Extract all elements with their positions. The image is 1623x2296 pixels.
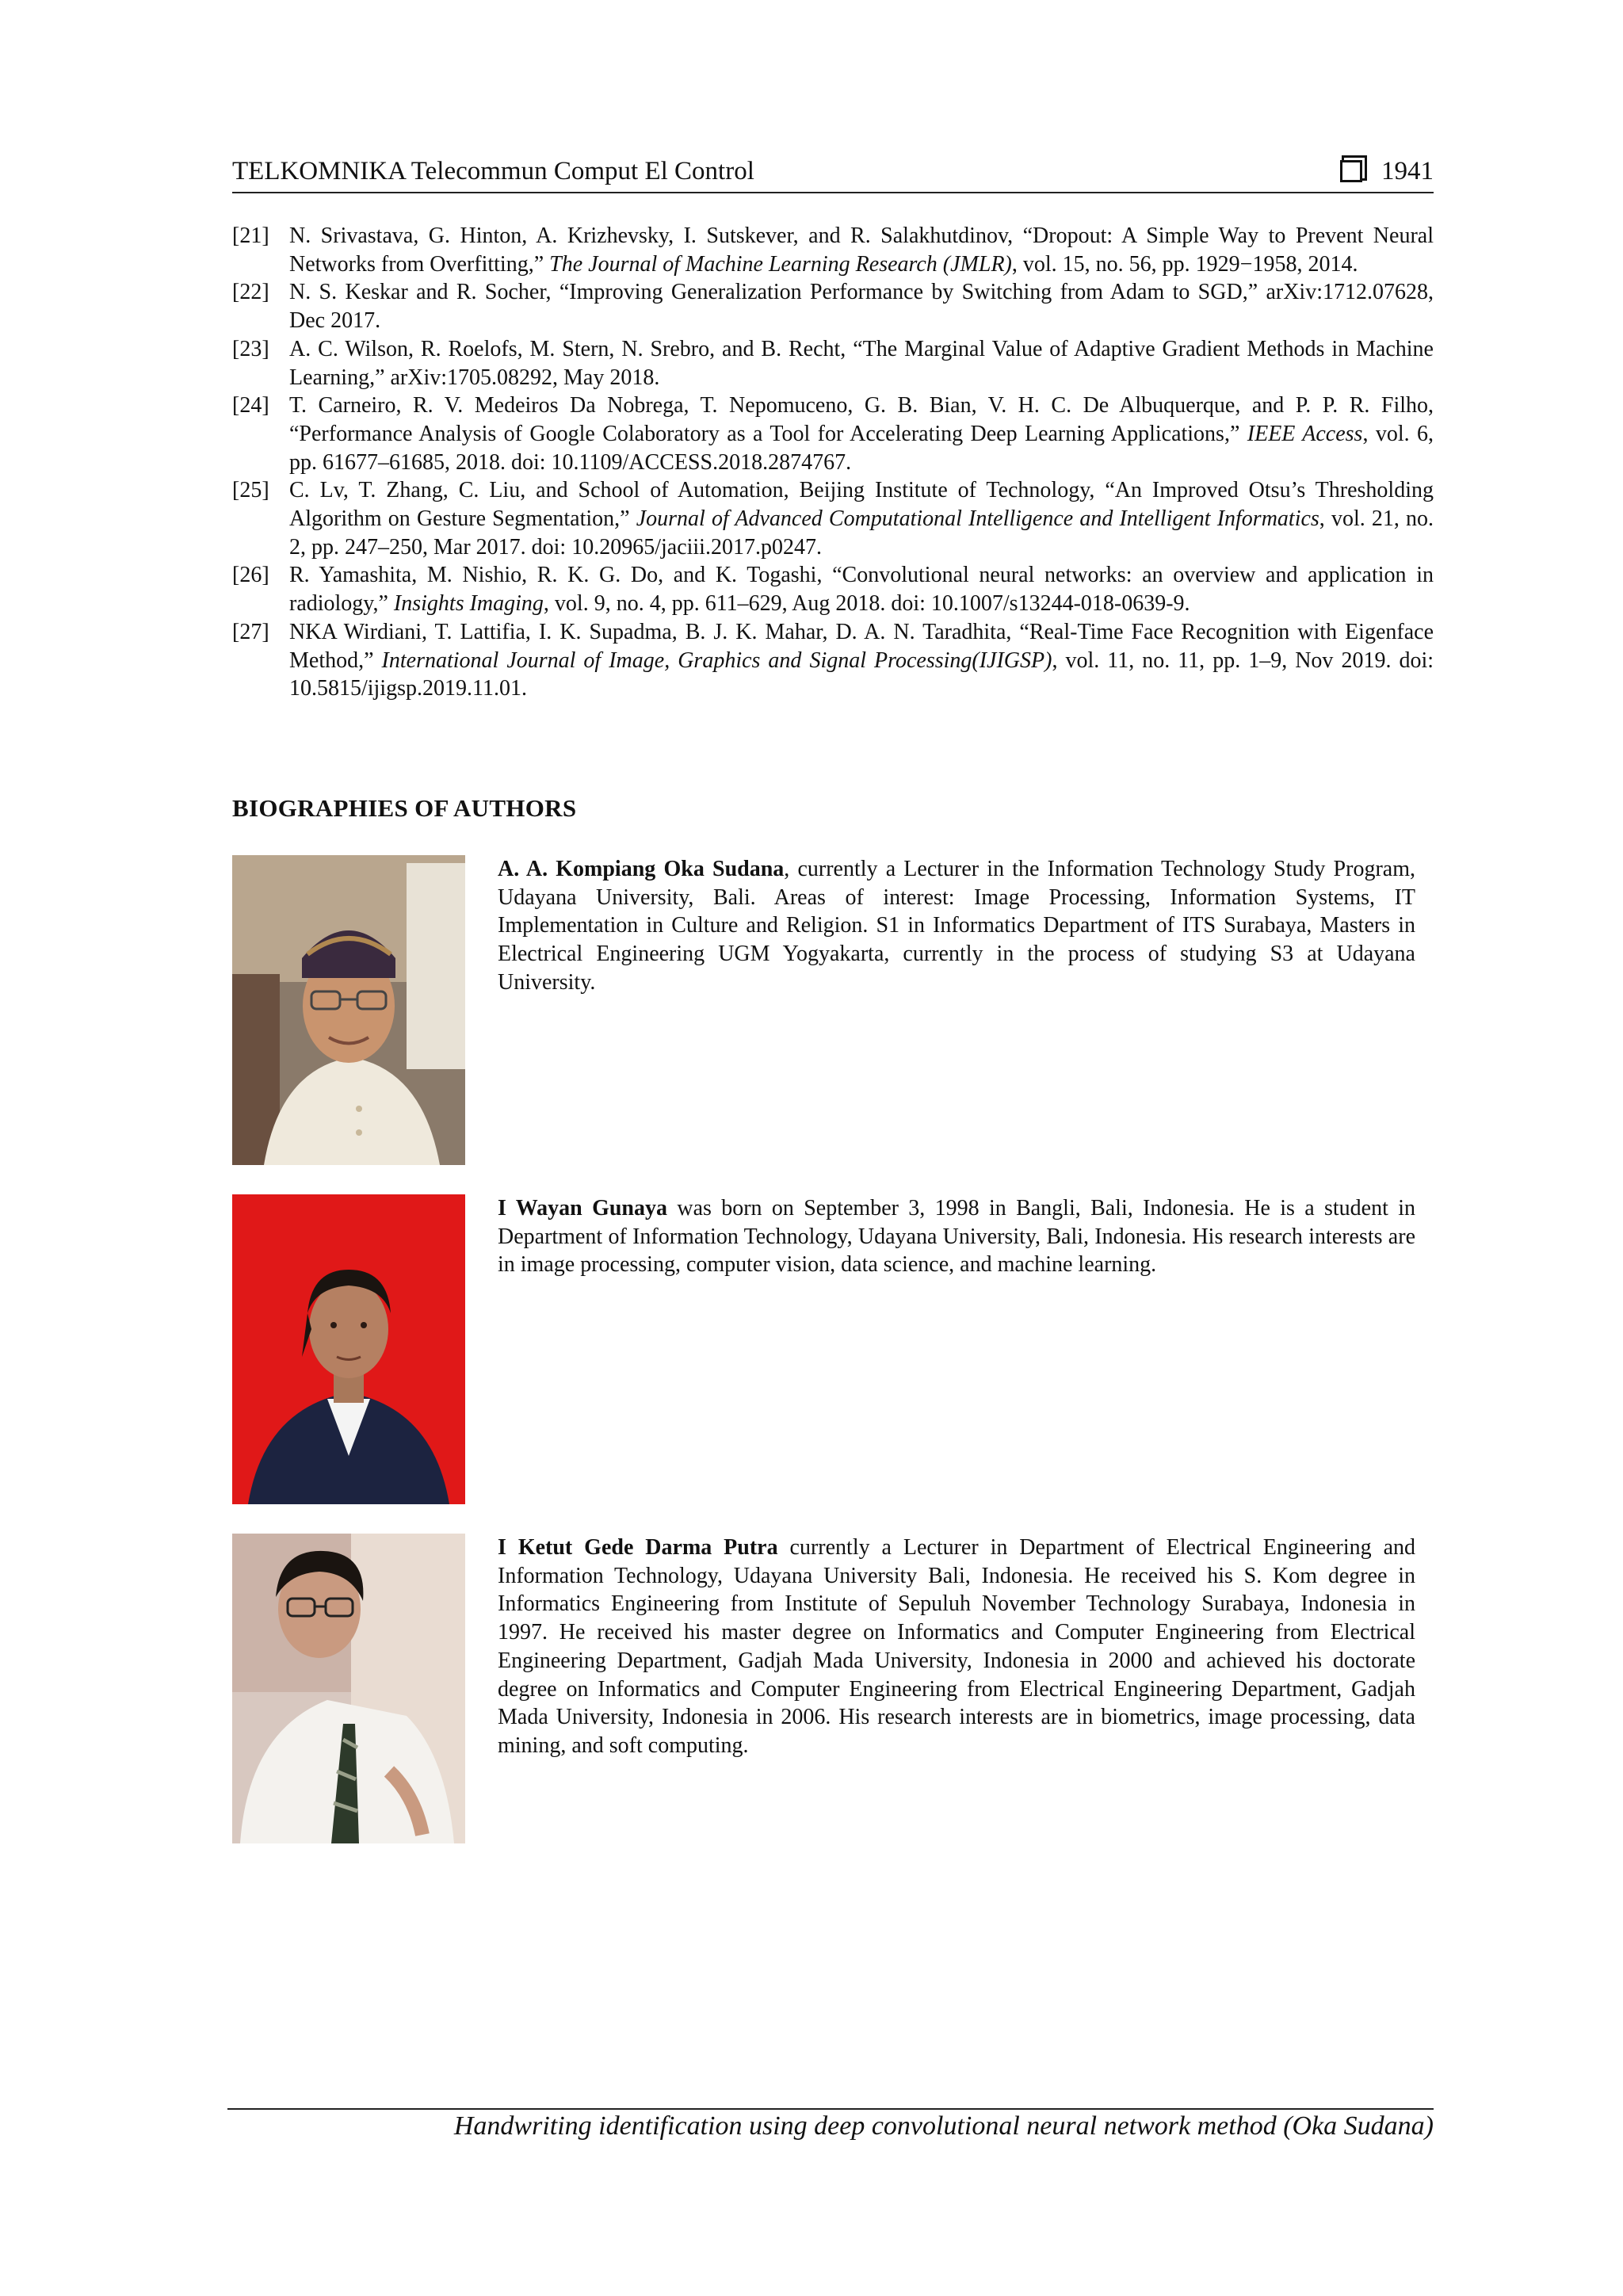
references-list [232, 222, 1434, 703]
reference-text: C. Lv, T. Zhang, C. Liu, and School of Automation, Beijing Institute of Technology, “An Improved Otsu’s Thresholding Algorithm on Gesture Segmentation,” Journal of Advanced Computational Intelligence and Intelligent Informatics, vol. 21, no. 2, pp. 247–250, Mar 2017. doi: 10.20965/jaciii.2017.p0247. [289, 478, 1434, 560]
author-description: was born on September 3, 1998 in Bangli, Bali, Indonesia. He is a student in Department of Information Technology, Udayana University, Bali, Indonesia. His research interests are in image processing, computer vision, data science, and machine learning. [498, 1196, 1416, 1278]
author-photo-3 [232, 1534, 465, 1843]
portrait-image [232, 855, 465, 1165]
author-photo-2 [232, 1194, 465, 1504]
portrait-image [232, 1534, 465, 1843]
reference-item [232, 335, 1434, 392]
running-title: Handwriting identification using deep convolutional neural network method (Oka Sudana) [453, 2111, 1434, 2141]
reference-number: [24] [232, 393, 269, 418]
reference-item [232, 561, 1434, 617]
square-bullet-icon [1340, 160, 1362, 182]
header-right [1340, 157, 1434, 186]
reference-text: N. S. Keskar and R. Socher, “Improving Generalization Performance by Switching from Adam to SGD,” arXiv:1712.07628, Dec 2017. [289, 280, 1434, 334]
portrait-image [232, 1194, 465, 1504]
author-bio-2 [498, 1194, 1415, 1279]
reference-text: NKA Wirdiani, T. Lattifia, I. K. Supadma, B. J. K. Mahar, D. A. N. Taradhita, “Real-Time Face Recognition with Eigenface Method,” International Journal of Image, Graphics and Signal Processing(IJIGSP), vol. 11, no. 11, pp. 1–9, Nov 2019. doi: 10.5815/ijigsp.2019.11.01. [289, 619, 1434, 701]
author-bio-1 [498, 855, 1415, 997]
reference-number: [25] [232, 478, 269, 503]
author-description: , currently a Lecturer in the Information Technology Study Program, Udayana University, Bali. Areas of interest: Image Processing, Information Systems, IT Implementation in Culture and Religion. S1 in Informatics Department of ITS Surabaya, Masters in Electrical Engineering UGM Yogyakarta, currently in the process of studying S3 at Udayana University. [498, 857, 1415, 995]
author-name: I Ketut Gede Darma Putra [498, 1535, 778, 1560]
reference-number: [22] [232, 280, 269, 305]
reference-text: T. Carneiro, R. V. Medeiros Da Nobrega, T. Nepomuceno, G. B. Bian, V. H. C. De Albuquerque, and P. P. R. Filho, “Performance Analysis of Google Colaboratory as a Tool for Accelerating Deep Learning Applications,” IEEE Access, vol. 6, pp. 61677–61685, 2018. doi: 10.1109/ACCESS.2018.2874767. [289, 393, 1434, 475]
section-title: BIOGRAPHIES OF AUTHORS [232, 794, 577, 822]
reference-item [232, 618, 1434, 703]
reference-number: [21] [232, 223, 269, 248]
reference-item [232, 392, 1434, 476]
reference-number: [23] [232, 336, 269, 361]
reference-venue: Insights Imaging [393, 591, 544, 617]
reference-venue: The Journal of Machine Learning Research (JMLR) [549, 251, 1012, 277]
reference-number: [27] [232, 619, 269, 644]
author-name: A. A. Kompiang Oka Sudana [498, 857, 785, 881]
reference-text: N. Srivastava, G. Hinton, A. Krizhevsky, I. Sutskever, and R. Salakhutdinov, “Dropout: A Simple Way to Prevent Neural Networks from Overfitting,” The Journal of Machine Learning Research (JMLR), vol. 15, no. 56, pp. 1929−1958, 2014. [289, 223, 1434, 277]
author-description: currently a Lecturer in Department of Electrical Engineering and Information Technology, Udayana University Bali, Indonesia. He received his S. Kom degree in Informatics Engineering from Institute of Sepuluh November Technology Surabaya, Indonesia in 1997. He received his master degree on Informatics and Computer Engineering from Electrical Engineering Department, Gadjah Mada University, Indonesia in 2000 and achieved his doctorate degree on Informatics and Computer Engineering from Electrical Engineering Department, Gadjah Mada University, Indonesia in 2006. His research interests are in biometrics, image processing, data mining, and soft computing. [498, 1535, 1415, 1758]
reference-item [232, 278, 1434, 334]
author-photo-1 [232, 855, 465, 1165]
footer-divider [227, 2108, 1434, 2110]
reference-text: R. Yamashita, M. Nishio, R. K. G. Do, and K. Togashi, “Convolutional neural networks: an overview and application in radiology,” Insights Imaging, vol. 9, no. 4, pp. 611–629, Aug 2018. doi: 10.1007/s13244-018-0639-9. [289, 563, 1434, 617]
reference-item [232, 222, 1434, 278]
reference-venue: Journal of Advanced Computational Intelligence and Intelligent Informatics [636, 506, 1319, 532]
reference-item [232, 476, 1434, 561]
reference-venue: IEEE Access [1247, 421, 1363, 446]
reference-number: [26] [232, 563, 269, 588]
page-number: 1941 [1381, 156, 1434, 185]
reference-text: A. C. Wilson, R. Roelofs, M. Stern, N. Srebro, and B. Recht, “The Marginal Value of Adaptive Gradient Methods in Machine Learning,” arXiv:1705.08292, May 2018. [289, 336, 1434, 390]
reference-venue: International Journal of Image, Graphics and Signal Processing(IJIGSP) [381, 648, 1052, 673]
journal-title: TELKOMNIKA Telecommun Comput El Control [232, 156, 754, 185]
page-header [232, 151, 1434, 193]
author-name: I Wayan Gunaya [498, 1196, 668, 1221]
author-bio-3 [498, 1534, 1415, 1760]
